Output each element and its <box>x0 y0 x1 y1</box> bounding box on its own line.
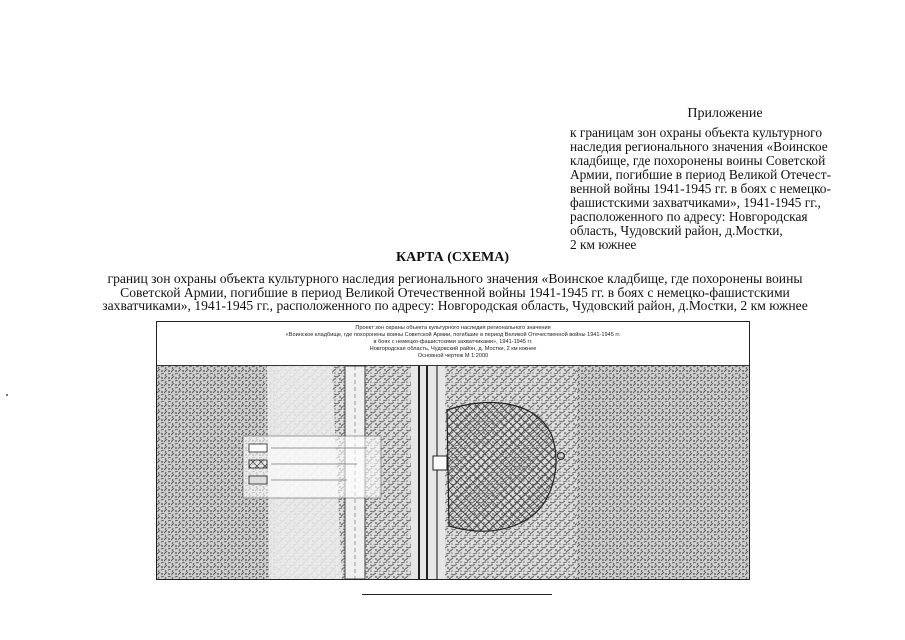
map-subtitle-line: захватчиками», 1941-1945 гг., расположенного по адресу: Новгородская область, Чудовский район, д.Мостки, 2 км южнее <box>102 298 808 313</box>
forest-texture-dense <box>577 366 749 579</box>
appendix-line: область, Чудовский район, д.Мостки, <box>570 223 783 238</box>
map-header-line: «Воинское кладбище, где похоронены воины Советской Армии, погибшие в период Великой Отечественной войны 1941-1945 гг. <box>285 332 621 338</box>
map-header <box>157 322 749 366</box>
legend-swatch-territory <box>249 476 267 484</box>
legend-swatch-zone <box>249 444 267 452</box>
appendix-line: кладбище, где похоронены воины Советской <box>570 153 826 168</box>
appendix-line: к границам зон охраны объекта культурного <box>570 125 823 140</box>
scan-speck <box>6 394 8 396</box>
map-subtitle-line: Советской Армии, погибшие в период Великой Отечественной войны 1941-1945 гг. в боях с немецко-фашистскими <box>120 284 790 300</box>
map-title: КАРТА (СХЕМА) <box>395 250 510 265</box>
legend-swatch-hatch <box>249 460 267 468</box>
footer-rule <box>362 594 552 595</box>
appendix-line: Армии, погибшие в период Великой Отечест- <box>570 167 832 182</box>
appendix-line: наследия регионального значения «Воинское <box>570 139 828 154</box>
map-subtitle <box>60 272 850 313</box>
map-scheme <box>156 321 750 580</box>
appendix-line: фашистскими захватчиками», 1941-1945 гг., <box>570 195 821 210</box>
map-header-line: в боях с немецко-фашистскими захватчиками», 1941-1945 гг. <box>373 339 533 345</box>
appendix-heading: Приложение <box>687 106 763 121</box>
map-header-line: Проект зон охраны объекта культурного наследия регионального значения <box>355 325 551 331</box>
cemetery-marker <box>433 456 447 470</box>
map-subtitle-line: границ зон охраны объекта культурного наследия регионального значения «Воинское кладбище, где похоронены воины <box>107 271 803 286</box>
appendix-text <box>570 126 870 252</box>
appendix-line: венной войны 1941-1945 гг. в боях с немецко- <box>570 181 831 196</box>
map-drawing <box>157 366 749 579</box>
appendix-line: расположенного по адресу: Новгородская <box>570 209 808 224</box>
appendix-line: 2 км южнее <box>570 237 637 252</box>
map-header-line: Новгородская область, Чудовский район, д. Мостки, 2 км южнее <box>369 346 537 352</box>
map-header-line: Основной чертеж М 1:2000 <box>417 353 489 359</box>
